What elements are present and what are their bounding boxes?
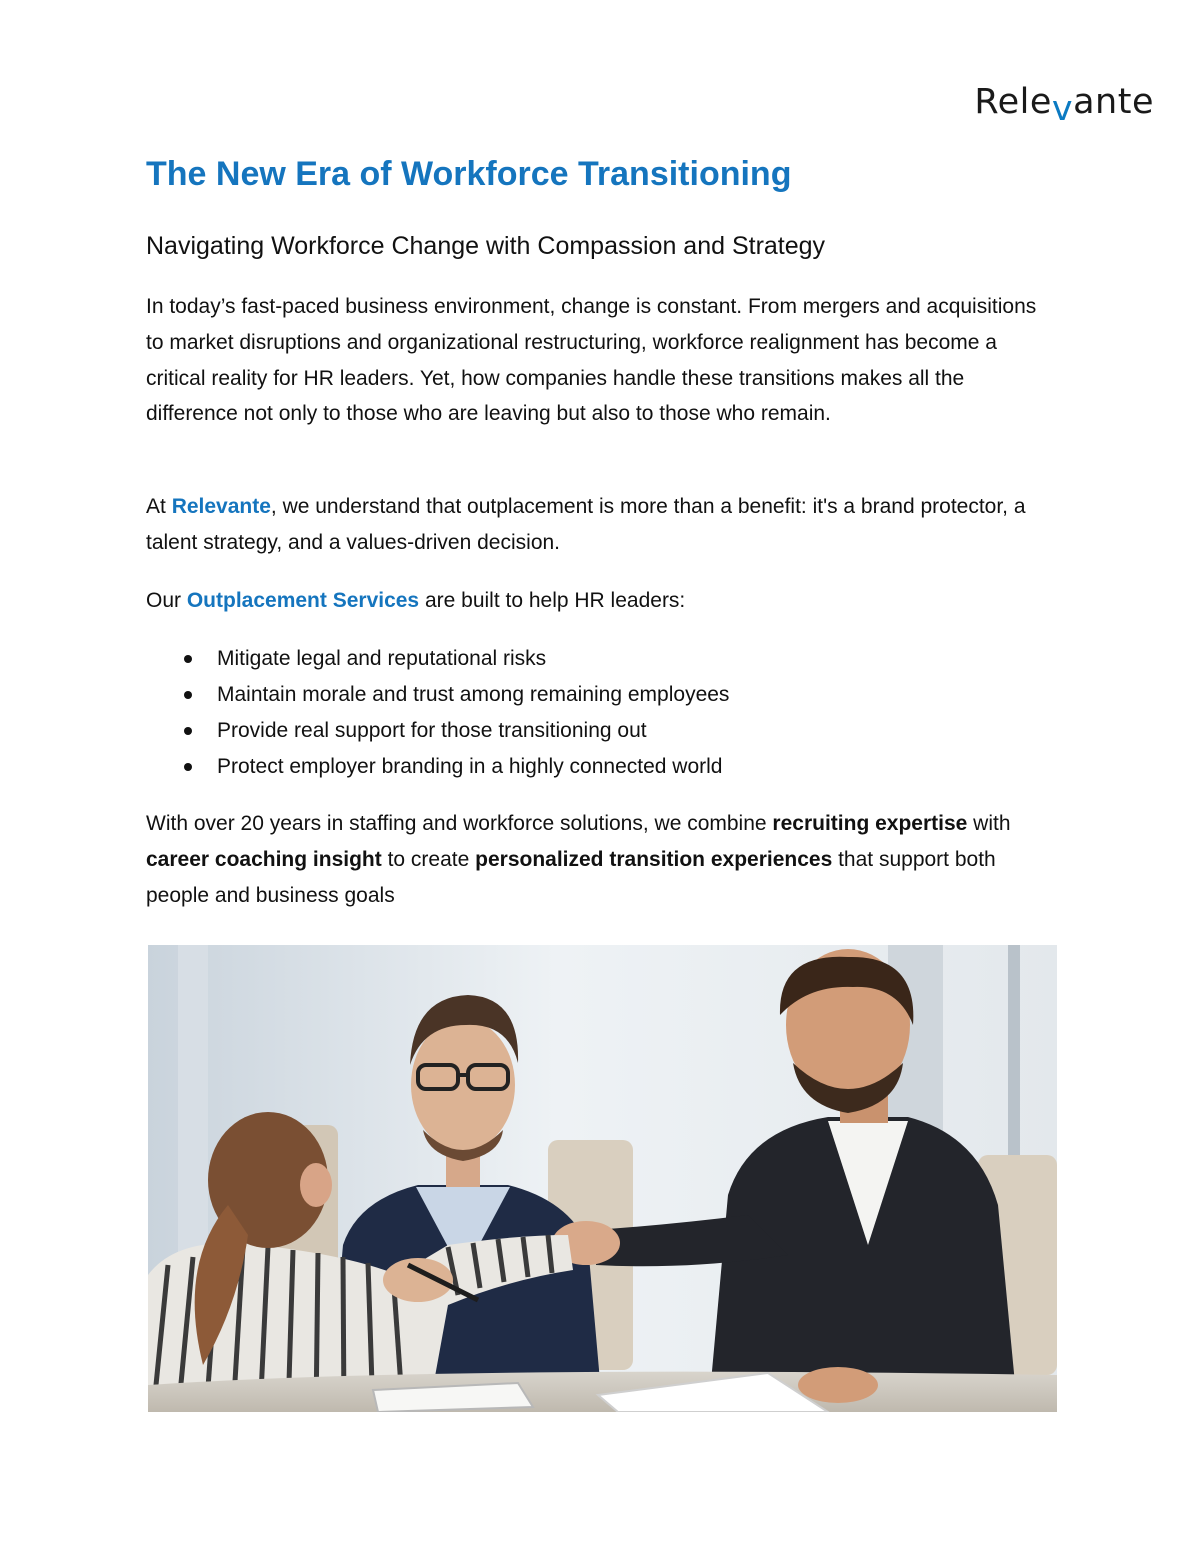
relevante-link[interactable]: Relevante xyxy=(171,495,271,518)
intro-paragraph: In today’s fast-paced business environment, change is constant. From mergers and acquisitions to market disruptions and organizational restructuring, workforce realignment has become a critical reality for HR leaders. Yet, how companies handle these transitions makes all the difference not only to those who are leaving but also to those who remain. xyxy=(146,295,1037,426)
handshake-meeting-photo xyxy=(148,945,1057,1412)
page-title: The New Era of Workforce Transitioning xyxy=(146,155,792,193)
list-item: Protect employer branding in a highly connected world xyxy=(146,749,729,785)
list-item: Maintain morale and trust among remaining employees xyxy=(146,677,729,713)
benefits-list xyxy=(146,641,729,785)
outplacement-services-link[interactable]: Outplacement Services xyxy=(186,589,420,612)
relevante-paragraph: At Relevante, we understand that outplacement is more than a benefit: it's a brand protector, a talent strategy, and a values-driven decision. xyxy=(146,495,1026,554)
bullet-icon xyxy=(184,655,192,663)
list-item: Provide real support for those transitioning out xyxy=(146,713,729,749)
page-subtitle: Navigating Workforce Change with Compassion and Strategy xyxy=(146,232,826,260)
list-item: Mitigate legal and reputational risks xyxy=(146,641,729,677)
services-paragraph: Our Outplacement Services are built to help HR leaders: xyxy=(146,589,686,612)
bullet-icon xyxy=(184,763,192,771)
bullet-icon xyxy=(184,727,192,735)
experience-paragraph: With over 20 years in staffing and workforce solutions, we combine recruiting expertise with career coaching insight to create personalized transition experiences that support both people and business goals xyxy=(146,812,1011,907)
relevante-logo: Relevante xyxy=(974,82,1154,129)
logo-v-mark: v xyxy=(1051,89,1074,129)
bullet-icon xyxy=(184,691,192,699)
